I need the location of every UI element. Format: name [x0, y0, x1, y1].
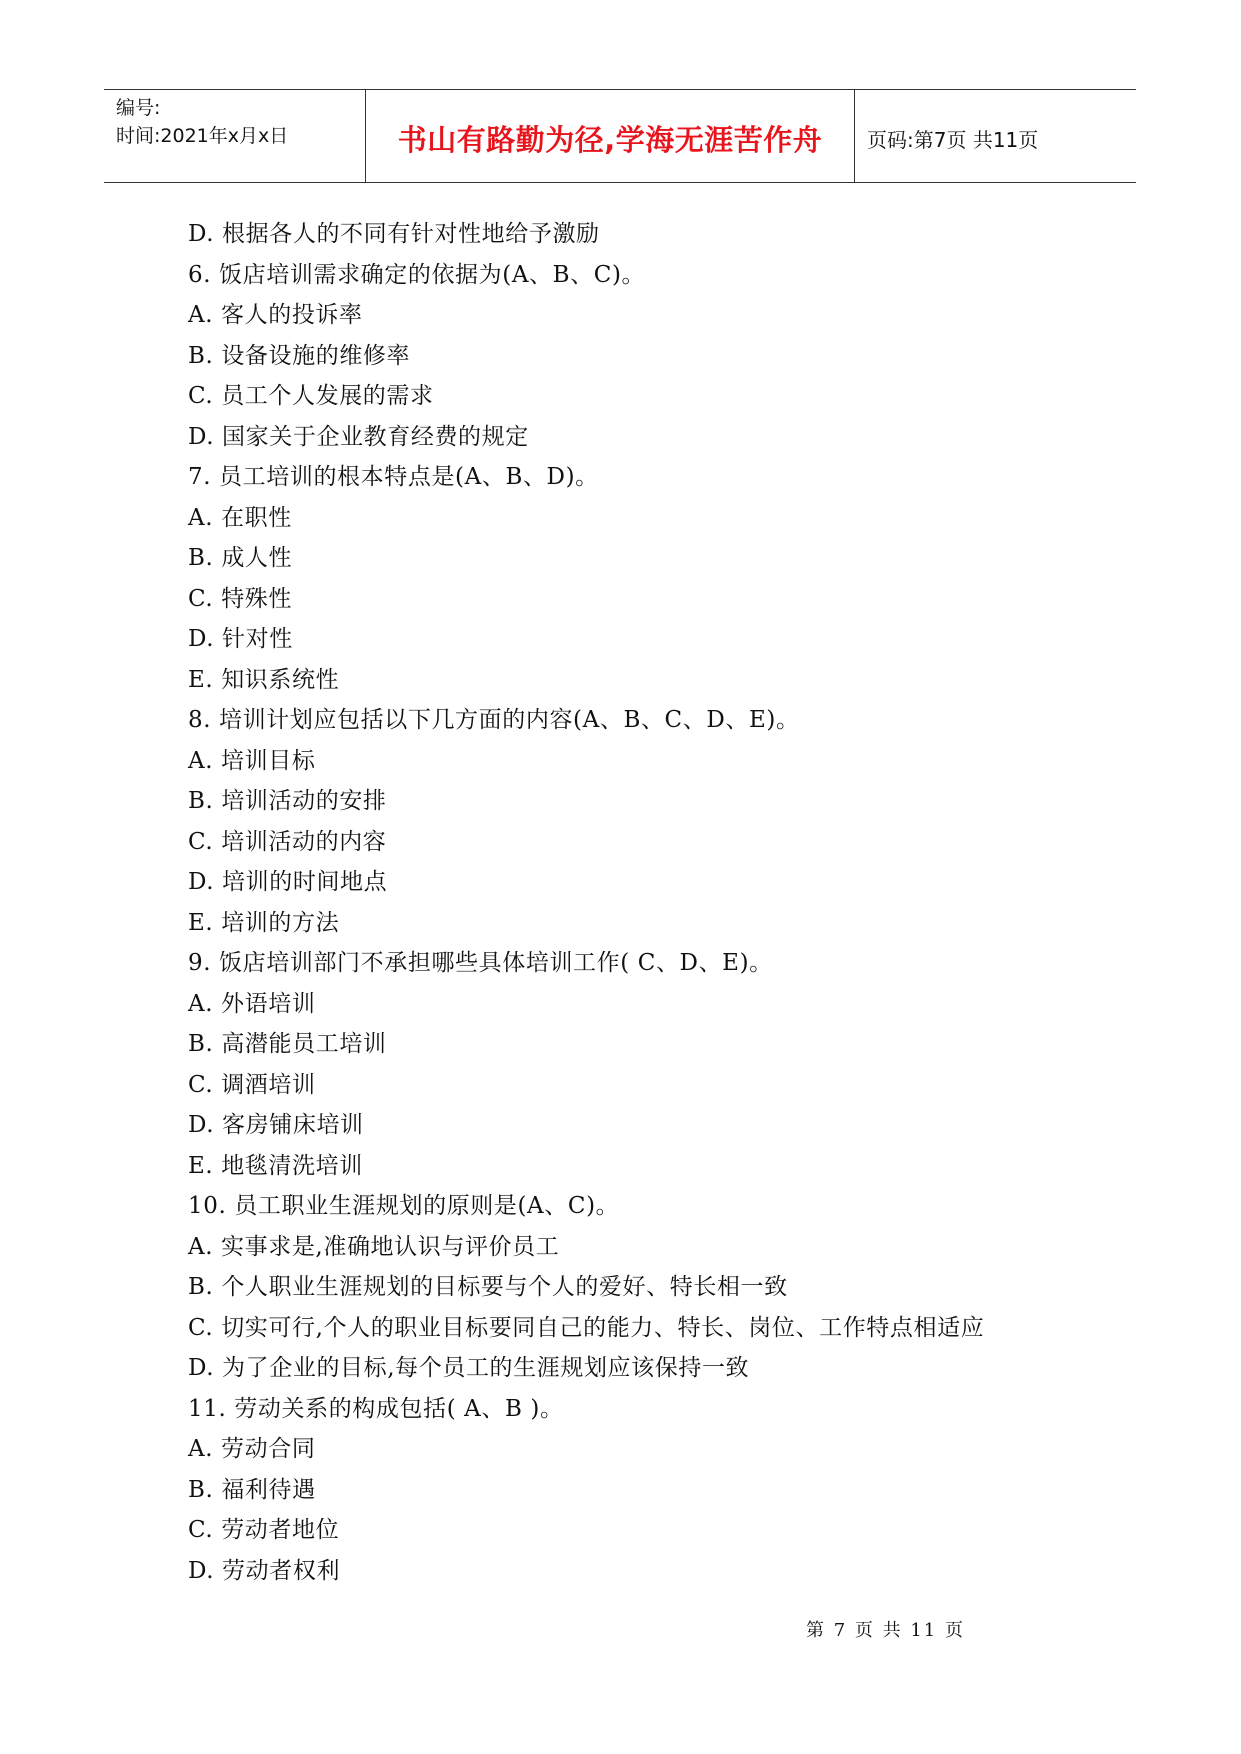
option-line: E. 培训的方法 — [188, 909, 340, 936]
option-line: C. 调酒培训 — [188, 1071, 316, 1098]
header-slogan: 书山有路勤为径,学海无涯苦作舟 — [366, 90, 855, 182]
time-label: 时间:2021年x月x日 — [116, 125, 289, 147]
option-line: C. 员工个人发展的需求 — [188, 383, 434, 409]
option-line: E. 知识系统性 — [188, 666, 340, 693]
serial-number-label: 编号: — [116, 97, 161, 119]
option-line: C. 特殊性 — [188, 585, 293, 612]
option-line: A. 在职性 — [188, 504, 292, 531]
option-line: B. 成人性 — [188, 545, 293, 571]
option-line: E. 地毯清洗培训 — [188, 1152, 363, 1179]
text-line: D. 根据各人的不同有针对性地给予激励 — [188, 221, 600, 247]
header-meta — [104, 90, 366, 182]
option-line: D. 针对性 — [188, 626, 293, 652]
option-line: D. 客房铺床培训 — [188, 1112, 364, 1138]
document-header — [104, 89, 1136, 183]
question-line: 8. 培训计划应包括以下几方面的内容(A、B、C、D、E)。 — [188, 707, 800, 733]
question-line: 6. 饭店培训需求确定的依据为(A、B、C)。 — [188, 261, 646, 288]
option-line: D. 国家关于企业教育经费的规定 — [188, 423, 529, 450]
question-line: 10. 员工职业生涯规划的原则是(A、C)。 — [188, 1193, 620, 1219]
option-line: D. 为了企业的目标,每个员工的生涯规划应该保持一致 — [188, 1355, 750, 1381]
option-line: C. 劳动者地位 — [188, 1517, 340, 1543]
option-line: B. 培训活动的安排 — [188, 788, 387, 814]
option-line: D. 劳动者权利 — [188, 1557, 341, 1584]
option-line: A. 外语培训 — [188, 990, 316, 1017]
option-line: B. 高潜能员工培训 — [188, 1031, 387, 1057]
question-line: 9. 饭店培训部门不承担哪些具体培训工作( C、D、E)。 — [188, 950, 773, 976]
option-line: C. 切实可行,个人的职业目标要同自己的能力、特长、岗位、工作特点相适应 — [188, 1314, 985, 1341]
option-line: A. 劳动合同 — [188, 1436, 316, 1462]
document-body — [188, 214, 1108, 1591]
option-line: B. 福利待遇 — [188, 1476, 316, 1503]
page-footer: 第 7 页 共 11 页 — [806, 1620, 965, 1641]
option-line: D. 培训的时间地点 — [188, 869, 388, 895]
option-line: B. 设备设施的维修率 — [188, 342, 411, 369]
option-line: C. 培训活动的内容 — [188, 828, 387, 855]
question-line: 7. 员工培训的根本特点是(A、B、D)。 — [188, 464, 599, 490]
option-line: A. 实事求是,准确地认识与评价员工 — [188, 1233, 560, 1260]
header-page-code: 页码:第7页 共11页 — [867, 127, 1039, 152]
option-line: A. 客人的投诉率 — [188, 302, 363, 328]
option-line: A. 培训目标 — [188, 747, 316, 774]
option-line: B. 个人职业生涯规划的目标要与个人的爱好、特长相一致 — [188, 1274, 788, 1300]
question-line: 11. 劳动关系的构成包括( A、B )。 — [188, 1395, 564, 1422]
